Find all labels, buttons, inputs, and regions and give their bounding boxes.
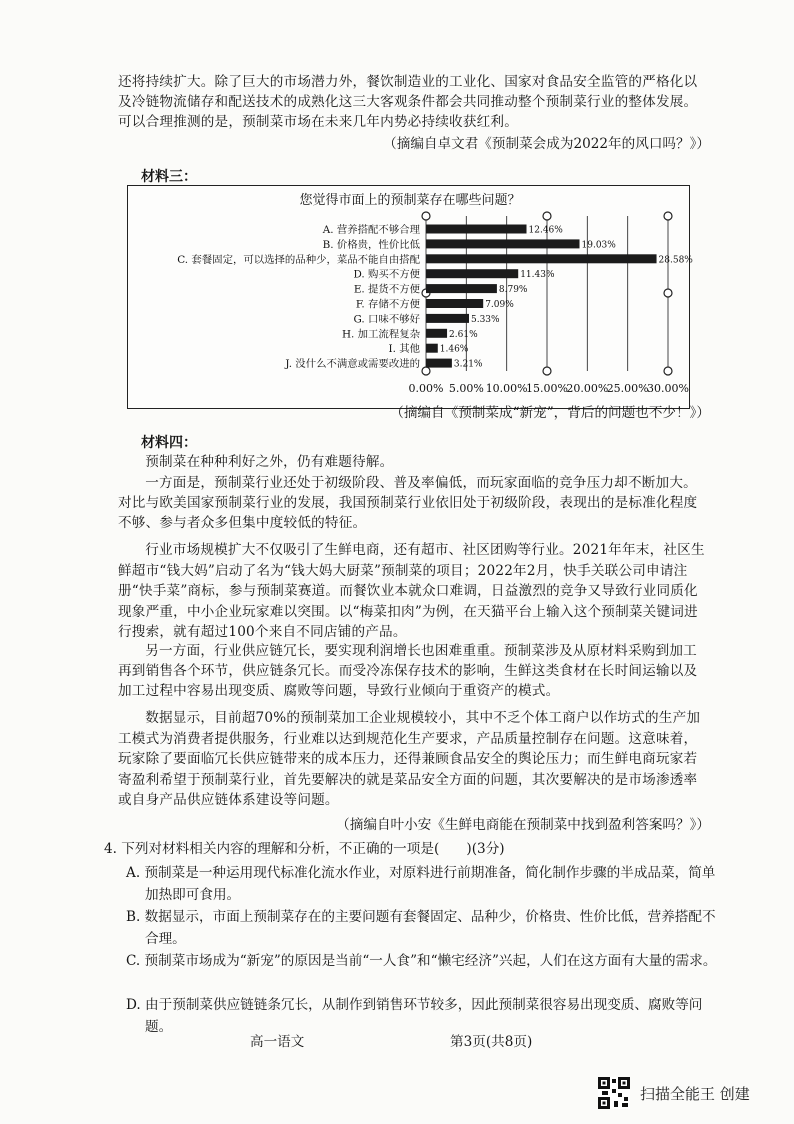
x-tick-label: 10.00% [485,382,528,395]
material4-paragraph-4: 另一方面，行业供应链冗长，要实现利润增长也困难重重。预制菜涉及从原材料采购到加工再到销售各个环节，供应链条冗长。而受冷冻保存技术的影响，生鲜这类食材在长时间运输以及加工过程中容易出现变质、腐败等问题，导致行业倾向于重资产的模式。 [118,643,698,699]
category-label: A. 营养搭配不够合理 [322,224,420,236]
data-label: 1.46% [439,344,469,355]
data-label: 11.43% [520,270,555,281]
bar [426,284,497,293]
x-tick-label: 25.00% [606,382,649,395]
bar [426,344,438,353]
data-label: 12.46% [528,225,563,236]
data-label: 19.03% [581,240,616,251]
category-label: B. 价格贵，性价比低 [322,238,420,251]
bar [426,239,580,248]
category-label: J. 没什么不满意或需要改进的 [285,358,420,371]
bar [426,359,452,368]
x-tick-label: 0.00% [408,382,444,395]
material4-paragraph-2: 一方面是，预制菜行业还处于初级阶段、普及率偏低，而玩家面临的竞争压力却不断加大。对比与欧美国家预制菜行业的发展，我国预制菜行业依旧处于初级阶段，表现出的是标准化程度不够、参与者众多但集中度较低的特征。 [118,475,698,531]
x-tick-label: 20.00% [566,382,609,395]
category-label: C. 套餐固定，可以选择的品种少，菜品不能自由搭配 [177,253,420,266]
data-label: 3.21% [453,359,483,370]
material3-heading: 材料三： [141,169,197,185]
data-label: 8.79% [498,285,528,296]
x-tick-label: 15.00% [526,382,568,395]
option-d: D. 由于预制菜供应链链条冗长，从制作到销售环节较多，因此预制菜很容易出现变质、腐败等问题。 [126,997,703,1035]
material4-heading: 材料四： [141,435,197,451]
category-label: H. 加工流程复杂 [341,328,420,341]
selection-handle-icon [422,367,430,375]
scanner-watermark: 扫描全能王 创建 [640,1085,750,1103]
selection-handle-icon [422,212,430,220]
x-tick-label: 5.00% [448,382,484,395]
data-label: 28.58% [658,255,693,266]
bar [426,254,657,263]
bar [426,269,518,278]
selection-handle-icon [664,212,672,220]
data-label: 5.33% [470,314,500,325]
data-label: 7.09% [485,300,514,310]
chart-title: 您觉得市面上的预制菜存在哪些问题？ [299,193,521,208]
footer-page-number: 第3页(共8页) [450,1034,533,1050]
intro-paragraph: 还将持续扩大。除了巨大的市场潜力外，餐饮制造业的工业化、国家对食品安全监管的严格化以及冷链物流储存和配送技术的成熟化这三大客观条件都会共同推动整个预制菜行业的整体发展。可以合理推测的是，预制菜市场在未来几年内势必持续收获红利。 [118,74,698,130]
category-label: E. 提货不方便 [353,283,420,296]
survey-chart [127,185,693,409]
selection-handle-icon [664,367,672,375]
category-label: D. 购买不方便 [353,268,420,281]
option-b: B. 数据显示，市面上预制菜存在的主要问题有套餐固定、品种少，价格贵、性价比低，营养搭配不合理。 [126,909,716,947]
category-label: F. 存储不方便 [355,298,420,311]
survey-bar-chart [128,186,693,408]
material4-paragraph-3: 行业市场规模扩大不仅吸引了生鲜电商，还有超市、社区团购等行业。2021年年末，社区生鲜超市“钱大妈”启动了名为“钱大妈大厨菜”预制菜的项目；2022年2月，快手关联公司申请注册“快手菜”商标，参与预制菜赛道。而餐饮业本就众口难调，日益激烈的竞争又导致行业同质化现象严重，中小企业玩家难以突围。以“梅菜扣肉”为例，在天猫平台上输入这个预制菜关键词进行搜索，就有超过100个来自不同店铺的产品。 [118,542,705,640]
qr-code-icon [598,1077,630,1109]
bar [426,329,447,338]
material4-source: （摘编自叶小安《生鲜电商能在预制菜中找到盈利答案吗？》） [336,817,710,833]
x-tick-label: 30.00% [647,382,689,395]
data-label: 2.61% [449,329,478,340]
bar [426,314,469,323]
selection-handle-icon [543,212,551,220]
selection-handle-icon [543,367,551,375]
bar [426,225,527,234]
category-label: G. 口味不够好 [353,313,420,326]
selection-handle-icon [664,289,672,297]
material3-source: （摘编自《预制菜成“新宠”，背后的问题也不少！》） [390,405,710,421]
category-label: I. 其他 [388,343,420,356]
bar [426,299,483,308]
option-a: A. 预制菜是一种运用现代标准化流水作业，对原料进行前期准备，简化制作步骤的半成品菜，简单加热即可食用。 [126,865,716,903]
footer-subject: 高一语文 [250,1034,305,1050]
material4-paragraph-1: 预制菜在种种利好之外，仍有难题待解。 [145,454,394,470]
option-c: C. 预制菜市场成为“新宠”的原因是当前“一人食”和“懒宅经济”兴起，人们在这方面有大量的需求。 [126,953,717,969]
question-4-stem: 4. 下列对材料相关内容的理解和分析，不正确的一项是( )(3分) [104,841,505,857]
material4-paragraph-5: 数据显示，目前超70%的预制菜加工企业规模较小，其中不乏个体工商户以作坊式的生产加工模式为消费者提供服务，行业难以达到规范化生产要求，产品质量控制存在问题。这意味着，玩家除了要面临冗长供应链带来的成本压力，还得兼顾食品安全的舆论压力；而生鲜电商玩家若寄盈利希望于预制菜行业，首先要解决的就是菜品安全方面的问题，其次要解决的是市场渗透率或自身产品供应链体系建设等问题。 [118,710,701,808]
intro-source: （摘编自卓文君《预制菜会成为2022年的风口吗？》） [383,136,710,152]
